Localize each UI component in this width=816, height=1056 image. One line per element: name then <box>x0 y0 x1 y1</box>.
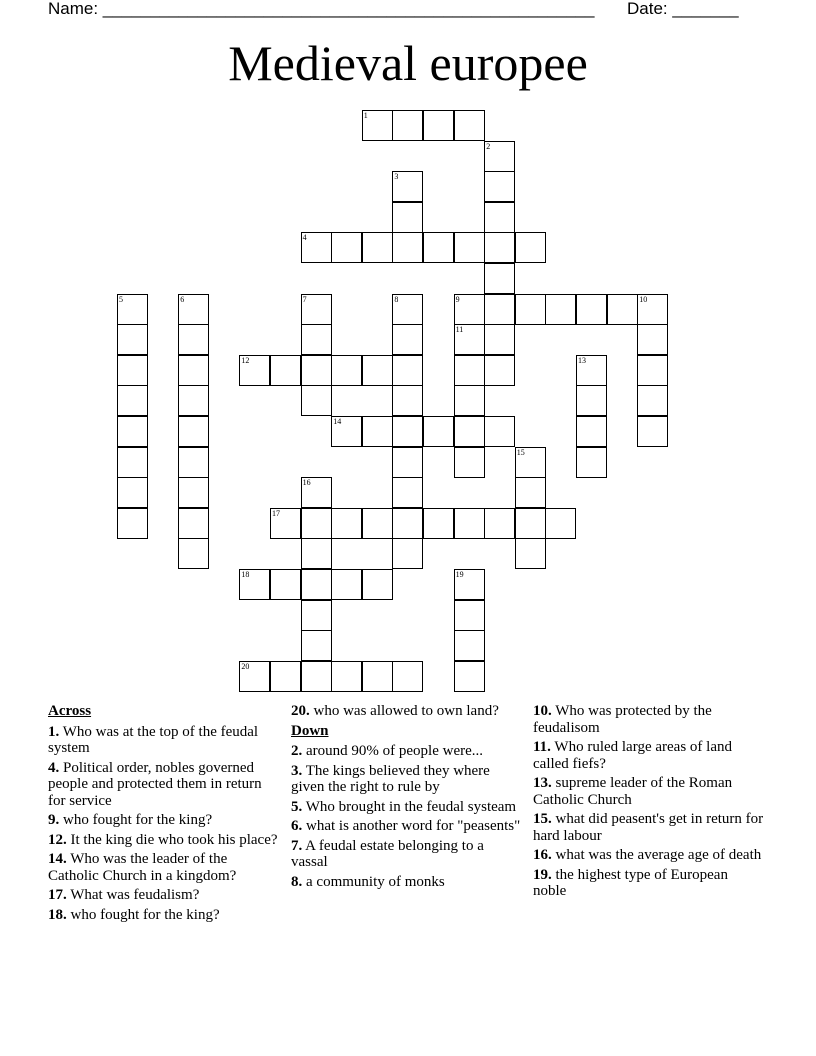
grid-cell[interactable] <box>637 416 668 447</box>
grid-cell[interactable] <box>423 508 454 539</box>
grid-cell[interactable] <box>576 416 607 447</box>
grid-cell[interactable] <box>270 508 301 539</box>
clue-number: 1 <box>363 111 368 120</box>
grid-cell[interactable] <box>454 447 485 478</box>
grid-cell[interactable] <box>392 232 423 263</box>
clue-text: The kings believed they where given the right to rule by <box>291 762 490 795</box>
grid-cell[interactable] <box>484 355 515 386</box>
grid-cell[interactable] <box>270 661 301 692</box>
grid-cell[interactable] <box>454 110 485 141</box>
clue-column-2 <box>291 703 523 893</box>
clue-num: 18. <box>48 906 67 923</box>
grid-cell[interactable] <box>484 171 515 202</box>
clue-text: what did peasent's get in return for hard labour <box>533 811 764 844</box>
clue-item <box>291 874 523 891</box>
clue-num: 1. <box>48 723 60 740</box>
clue-number: 3 <box>394 172 399 182</box>
clue-number: 8 <box>394 294 399 304</box>
grid-cell[interactable] <box>515 508 546 539</box>
clue-item <box>291 799 523 816</box>
clue-num: 13. <box>533 775 552 791</box>
grid-cell[interactable] <box>301 294 332 325</box>
grid-cell[interactable] <box>331 569 362 600</box>
grid-cell[interactable] <box>117 355 148 386</box>
clue-number: 4 <box>302 233 307 243</box>
grid-cell[interactable] <box>545 294 576 325</box>
clue-text: Who was protected by the feudalisom <box>533 703 712 736</box>
clue-number: 2 <box>486 141 491 151</box>
page-title: Medieval europee <box>228 35 588 91</box>
clue-item <box>291 743 523 760</box>
clue-text: It the king die who took his place? <box>66 831 278 848</box>
clue-number: 11 <box>455 325 464 335</box>
grid-cell[interactable] <box>239 569 270 600</box>
clue-text: Who was at the top of the feudal system <box>48 723 259 756</box>
clue-item <box>533 867 765 900</box>
grid-cell[interactable] <box>178 416 209 447</box>
grid-cell[interactable] <box>515 232 546 263</box>
grid-cell[interactable] <box>454 355 485 386</box>
grid-cell[interactable] <box>454 569 485 600</box>
grid-cell[interactable] <box>392 447 423 478</box>
grid-cell[interactable] <box>576 447 607 478</box>
grid-cell[interactable] <box>484 416 515 447</box>
clue-item <box>533 703 765 736</box>
grid-cell[interactable] <box>392 385 423 416</box>
grid-cell[interactable] <box>117 416 148 447</box>
grid-cell[interactable] <box>484 141 515 172</box>
clue-num: 5. <box>291 798 303 815</box>
grid-cell[interactable] <box>392 661 423 692</box>
clue-num: 4. <box>48 759 60 776</box>
grid-cell[interactable] <box>545 508 576 539</box>
grid-cell[interactable] <box>117 324 148 355</box>
clue-num: 11. <box>533 739 551 755</box>
grid-cell[interactable] <box>392 416 423 447</box>
grid-cell[interactable] <box>515 447 546 478</box>
grid-cell[interactable] <box>454 232 485 263</box>
grid-cell[interactable] <box>423 110 454 141</box>
grid-cell[interactable] <box>637 324 668 355</box>
grid-cell[interactable] <box>270 355 301 386</box>
grid-cell[interactable] <box>576 385 607 416</box>
grid-cell[interactable] <box>576 294 607 325</box>
grid-cell[interactable] <box>301 355 332 386</box>
clue-text: What was feudalism? <box>66 887 200 903</box>
grid-cell[interactable] <box>301 569 332 600</box>
clue-item <box>291 763 523 796</box>
clue-num: 9. <box>48 812 60 828</box>
clue-num: 8. <box>291 873 303 890</box>
grid-cell[interactable] <box>454 416 485 447</box>
grid-cell[interactable] <box>331 508 362 539</box>
clue-num: 7. <box>291 837 303 854</box>
grid-cell[interactable] <box>484 508 515 539</box>
grid-cell[interactable] <box>117 508 148 539</box>
clue-num: 19. <box>533 866 552 883</box>
clue-number: 7 <box>302 294 307 304</box>
clue-number: 15 <box>516 447 525 457</box>
clue-number: 12 <box>241 355 250 365</box>
grid-cell[interactable] <box>392 110 423 141</box>
grid-cell[interactable] <box>515 477 546 508</box>
clue-item <box>533 739 765 772</box>
clue-number: 18 <box>241 570 250 579</box>
grid-cell[interactable] <box>178 447 209 478</box>
clue-text: Who brought in the feudal systeam <box>302 798 517 815</box>
grid-cell[interactable] <box>392 538 423 569</box>
grid-cell[interactable] <box>178 385 209 416</box>
clue-text: who was allowed to own land? <box>309 703 499 719</box>
clue-text: Political order, nobles governed people and protected them in return for service <box>48 759 262 809</box>
clue-num: 3. <box>291 762 303 779</box>
section-heading: Down <box>291 722 329 739</box>
grid-cell[interactable] <box>301 324 332 355</box>
clue-column-1 <box>48 703 280 926</box>
grid-cell[interactable] <box>239 355 270 386</box>
clue-num: 10. <box>533 703 552 719</box>
grid-cell[interactable] <box>392 355 423 386</box>
grid-cell[interactable] <box>576 355 607 386</box>
grid-cell[interactable] <box>637 355 668 386</box>
grid-cell[interactable] <box>270 569 301 600</box>
clue-num: 20. <box>291 703 310 719</box>
grid-cell[interactable] <box>301 508 332 539</box>
grid-cell[interactable] <box>423 232 454 263</box>
clue-text: the highest type of European noble <box>533 866 728 899</box>
grid-cell[interactable] <box>178 477 209 508</box>
clue-text: who fought for the king? <box>66 906 220 923</box>
grid-cell[interactable] <box>362 416 393 447</box>
grid-cell[interactable] <box>484 202 515 233</box>
section-heading: Across <box>48 703 92 719</box>
grid-cell[interactable] <box>301 538 332 569</box>
grid-cell[interactable] <box>301 477 332 508</box>
clue-text: a community of monks <box>302 873 445 890</box>
grid-cell[interactable] <box>392 171 423 202</box>
grid-cell[interactable] <box>362 355 393 386</box>
grid-cell[interactable] <box>454 385 485 416</box>
grid-cell[interactable] <box>392 202 423 233</box>
clue-text: Who was the leader of the Catholic Church in a kingdom? <box>48 851 237 884</box>
name-line: Name: ____________________________________________________ <box>48 0 595 18</box>
grid-cell[interactable] <box>178 538 209 569</box>
clue-number: 20 <box>241 661 250 671</box>
clue-item <box>48 907 280 924</box>
clue-item <box>48 724 280 757</box>
clue-item <box>48 832 280 849</box>
clue-text: who fought for the king? <box>59 812 213 828</box>
grid-cell[interactable] <box>362 661 393 692</box>
clue-item <box>533 775 765 808</box>
clue-num: 12. <box>48 831 67 848</box>
clue-text: supreme leader of the Roman Catholic Church <box>533 775 733 808</box>
grid-cell[interactable] <box>178 324 209 355</box>
grid-cell[interactable] <box>392 477 423 508</box>
clue-item <box>291 818 523 835</box>
grid-cell[interactable] <box>484 294 515 325</box>
grid-cell[interactable] <box>301 661 332 692</box>
grid-cell[interactable] <box>484 324 515 355</box>
grid-cell[interactable] <box>178 355 209 386</box>
grid-cell[interactable] <box>454 661 485 692</box>
grid-cell[interactable] <box>331 232 362 263</box>
grid-cell[interactable] <box>637 385 668 416</box>
clue-number: 9 <box>455 294 460 304</box>
clue-text: A feudal estate belonging to a vassal <box>291 837 484 870</box>
grid-cell[interactable] <box>331 416 362 447</box>
clue-item <box>48 812 280 829</box>
clue-text: what is another word for "peasents" <box>302 818 521 834</box>
clue-number: 14 <box>333 417 342 426</box>
clue-number: 19 <box>455 570 464 579</box>
grid-cell[interactable] <box>362 232 393 263</box>
clue-number: 13 <box>578 355 586 365</box>
grid-cell[interactable] <box>454 630 485 661</box>
grid-cell[interactable] <box>331 355 362 386</box>
grid-cell[interactable] <box>484 232 515 263</box>
clue-item <box>533 811 765 844</box>
grid-cell[interactable] <box>515 538 546 569</box>
grid-cell[interactable] <box>301 232 332 263</box>
clue-num: 2. <box>291 743 303 759</box>
clue-item <box>291 838 523 871</box>
grid-cell[interactable] <box>515 294 546 325</box>
grid-cell[interactable] <box>392 508 423 539</box>
grid-cell[interactable] <box>392 294 423 325</box>
grid-cell[interactable] <box>178 508 209 539</box>
clue-num: 6. <box>291 818 303 834</box>
grid-cell[interactable] <box>454 600 485 631</box>
grid-cell[interactable] <box>178 294 209 325</box>
clue-item <box>291 703 523 720</box>
grid-cell[interactable] <box>484 263 515 294</box>
grid-cell[interactable] <box>117 477 148 508</box>
clue-num: 15. <box>533 811 552 827</box>
clue-num: 16. <box>533 847 552 863</box>
grid-cell[interactable] <box>362 508 393 539</box>
clue-num: 14. <box>48 851 67 867</box>
grid-cell[interactable] <box>117 294 148 325</box>
grid-cell[interactable] <box>362 569 393 600</box>
clue-num: 17. <box>48 887 67 903</box>
grid-cell[interactable] <box>607 294 638 325</box>
grid-cell[interactable] <box>301 600 332 631</box>
grid-cell[interactable] <box>362 110 393 141</box>
grid-cell[interactable] <box>331 661 362 692</box>
grid-cell[interactable] <box>117 447 148 478</box>
clue-item <box>48 887 280 904</box>
clue-number: 10 <box>639 294 648 304</box>
grid-cell[interactable] <box>117 385 148 416</box>
clue-item <box>48 851 280 884</box>
grid-cell[interactable] <box>392 324 423 355</box>
clue-item <box>48 760 280 810</box>
grid-cell[interactable] <box>301 385 332 416</box>
clue-text: what was the average age of death <box>551 847 762 863</box>
grid-cell[interactable] <box>454 294 485 325</box>
grid-cell[interactable] <box>301 630 332 661</box>
grid-cell[interactable] <box>637 294 668 325</box>
clue-number: 17 <box>272 508 280 518</box>
clue-text: Who ruled large areas of land called fiefs? <box>533 739 732 772</box>
clue-item <box>533 847 765 864</box>
clue-number: 5 <box>119 294 123 304</box>
grid-cell[interactable] <box>454 324 485 355</box>
grid-cell[interactable] <box>239 661 270 692</box>
grid-cell[interactable] <box>454 508 485 539</box>
clue-number: 16 <box>302 478 311 488</box>
date-line: Date: _______ <box>627 0 739 18</box>
grid-cell[interactable] <box>423 416 454 447</box>
clue-text: around 90% of people were... <box>302 743 484 759</box>
clue-column-3 <box>533 703 765 903</box>
clue-number: 6 <box>180 294 185 304</box>
